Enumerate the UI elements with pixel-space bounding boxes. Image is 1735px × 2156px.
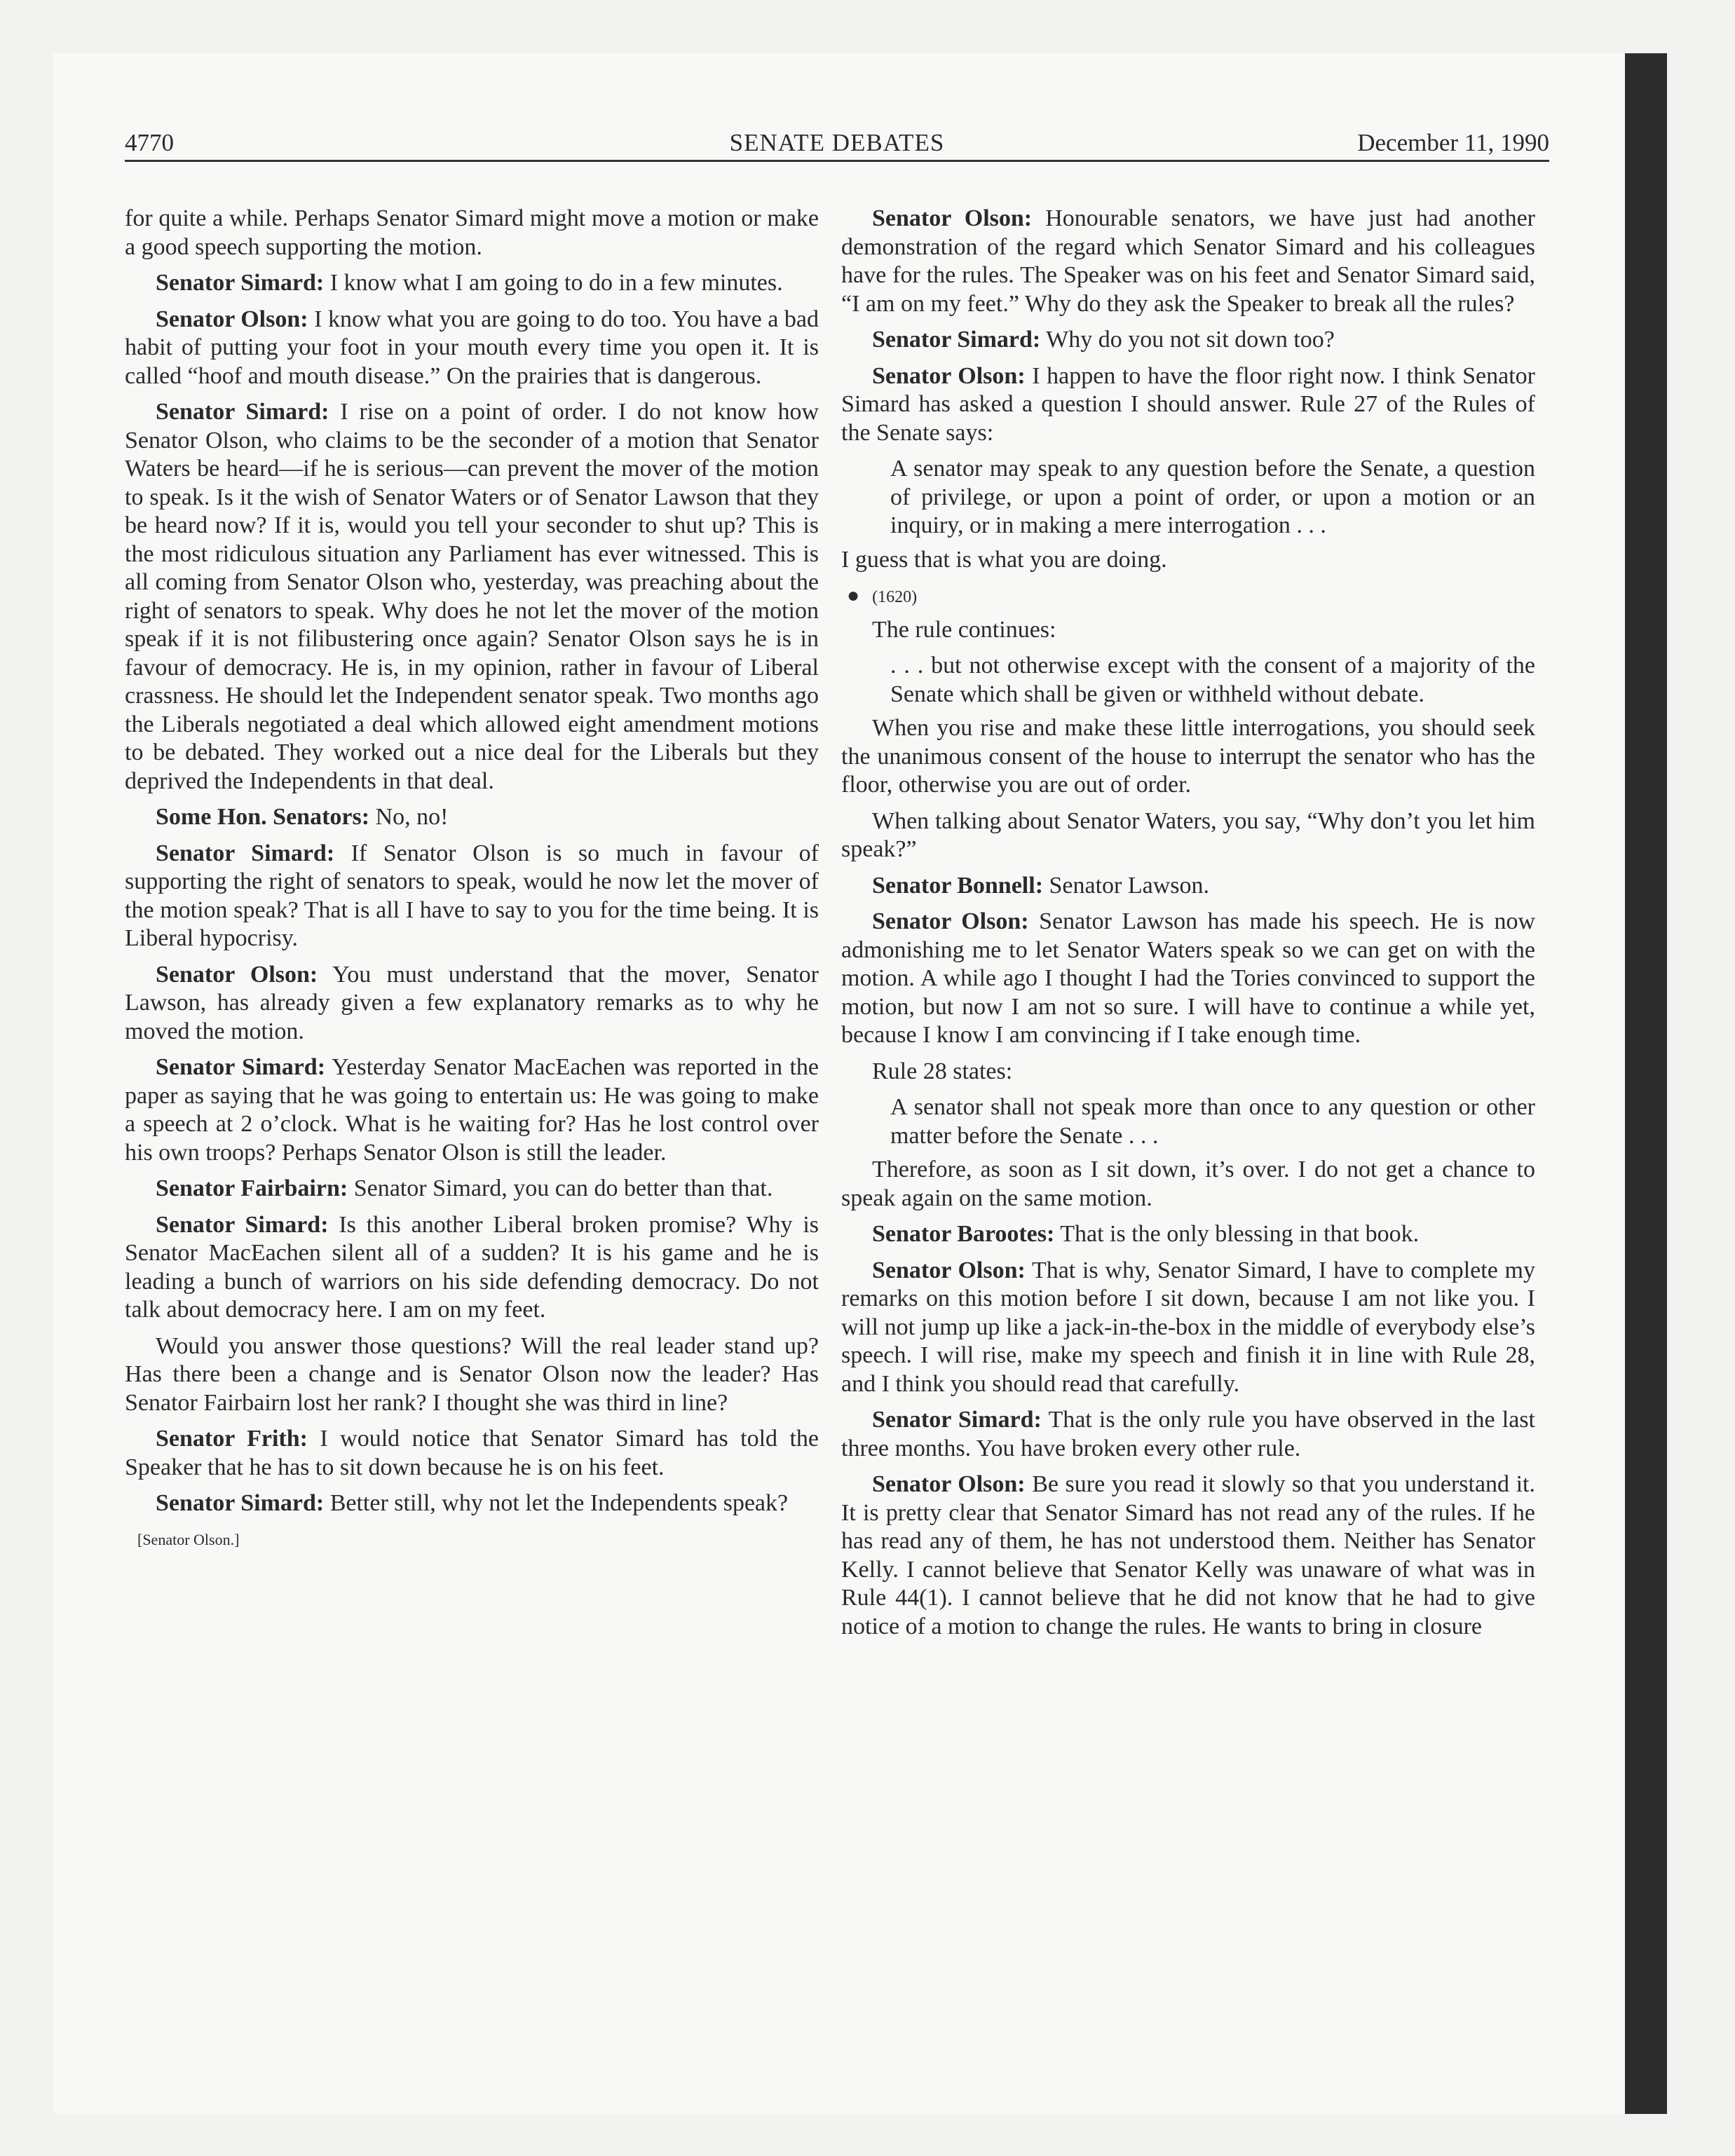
speech-paragraph (841, 1220, 1535, 1249)
left-column (125, 205, 819, 1562)
speaker-name: Senator Olson: (156, 306, 308, 332)
speech-paragraph (841, 908, 1535, 1050)
speaker-name: Senator Olson: (156, 961, 318, 988)
speaker-name: Senator Olson: (872, 1257, 1026, 1283)
speech-paragraph (841, 362, 1535, 448)
speech-paragraph (125, 1175, 819, 1203)
speech-paragraph (841, 1257, 1535, 1399)
speech-paragraph (125, 205, 819, 261)
speech-text: You must understand that the mover, Senator Lawson, has already given a few explanatory remarks as to why he moved the motion. (125, 961, 819, 1044)
speech-text: When talking about Senator Waters, you say, “Why don’t you let him speak?” (841, 807, 1535, 862)
speech-text: Senator Simard, you can do better than that. (353, 1175, 773, 1201)
speech-text: Honourable senators, we have just had another demonstration of the regard which Senator Simard and his colleagues have for the rules. The Speaker was on his feet and Senator Simard said, “I am on my feet.” Why do they ask the Speaker to break all the rules? (841, 205, 1535, 317)
speech-text: I happen to have the floor right now. I think Senator Simard has asked a question I should answer. Rule 27 of the Rules of the Senate says: (841, 362, 1535, 446)
time-marker (841, 582, 1535, 612)
scan-edge-bar (1625, 53, 1667, 2114)
speaker-name: Senator Olson: (872, 205, 1033, 231)
speaker-name: Senator Simard: (872, 327, 1041, 353)
speaker-name: Senator Simard: (156, 1490, 325, 1516)
right-block-2 (841, 714, 1535, 1086)
speaker-name: Some Hon. Senators: (156, 804, 370, 830)
speech-text: That is the only rule you have observed in the last three months. You have broken every other rule. (841, 1407, 1535, 1461)
speech-paragraph (125, 1053, 819, 1167)
speaker-name: Senator Simard: (156, 1211, 329, 1238)
right-column (841, 205, 1535, 1649)
speech-paragraph (841, 807, 1535, 864)
speech-paragraph (125, 398, 819, 796)
speaker-name: Senator Fairbairn: (156, 1175, 348, 1201)
speech-text: for quite a while. Perhaps Senator Simard might move a motion or make a good speech supporting the motion. (125, 205, 819, 260)
speech-text: Therefore, as soon as I sit down, it’s over. I do not get a chance to speak again on the same motion. (841, 1157, 1535, 1211)
rule-continues-line: The rule continues: (872, 616, 1056, 643)
speech-text: I know what you are going to do too. You have a bad habit of putting your foot in your mouth every time you open it. It is called “hoof and mouth disease.” On the prairies that is dangerous. (125, 306, 819, 389)
speaker-name: Senator Olson: (872, 908, 1029, 934)
speaker-name: Senator Simard: (156, 840, 335, 866)
speech-paragraph (841, 205, 1535, 318)
rule-27-continuation-quote: . . . but not otherwise except with the consent of a majority of the Senate which shall be given or withheld without debate. (890, 653, 1535, 707)
speaker-name: Senator Simard: (156, 270, 325, 296)
speech-text: Better still, why not let the Independents speak? (329, 1490, 789, 1516)
speaker-credit: [Senator Olson.] (137, 1530, 240, 1548)
speech-text: I would notice that Senator Simard has told the Speaker that he has to sit down because he is on his feet. (125, 1426, 819, 1480)
speech-text: Would you answer those questions? Will the real leader stand up? Has there been a change and is Senator Olson now the leader? Has Senator Fairbairn lost her rank? I thought she was third in line? (125, 1332, 819, 1416)
speech-text: If Senator Olson is so much in favour of supporting the right of senators to speak, would he now let the mover of the motion speak? That is all I have to say to you for the time being. It is Liberal hypocrisy. (125, 840, 819, 951)
speech-paragraph (841, 872, 1535, 901)
speech-text: Senator Lawson has made his speech. He is now admonishing me to let Senator Waters speak so we can get on with the motion. A while ago I thought I had the Tories convinced to support the motion, but now I am not so sure. I will have to continue a while yet, because I know I am convincing if I take enough time. (841, 908, 1535, 1048)
speech-text: Is this another Liberal broken promise? Why is Senator MacEachen silent all of a sudden? It is his game and he is leading a bunch of warriors on his side defending democracy. Do not talk about democracy here. I am on my feet. (125, 1211, 819, 1323)
remark-line: I guess that is what you are doing. (841, 546, 1167, 573)
speaker-name: Senator Bonnell: (872, 872, 1044, 899)
speaker-name: Senator Olson: (872, 362, 1026, 389)
speech-paragraph (125, 1489, 819, 1518)
speaker-name: Senator Barootes: (872, 1221, 1055, 1247)
time-marker-text: (1620) (872, 588, 918, 606)
speech-paragraph (841, 1058, 1535, 1086)
speech-text: I rise on a point of order. I do not know how Senator Olson, who claims to be the seconder of a motion that Senator Waters be heard—if he is serious—can prevent the mover of the motion to speak. Is it the wish of Senator Waters or of Senator Lawson that they be heard now? If it is, would you tell your seconder to shut up? This is the most ridiculous situation any Parliament has ever witnessed. This is all coming from Senator Olson who, yesterday, was preaching about the right of senators to speak. Why does he not let the mover of the motion speak if it is not filibustering once again? Senator Olson says he is in favour of democracy. He is, in my opinion, rather in favour of Liberal crassness. He should let the Independent senator speak. Two months ago the Liberals negotiated a deal which allowed eight amendment motions to be debated. They worked out a nice deal for the Liberals but they deprived the Independents in that deal. (125, 399, 819, 794)
speaker-name: Senator Frith: (156, 1426, 308, 1452)
speech-paragraph (841, 1471, 1535, 1641)
speech-text: Yesterday Senator MacEachen was reported in the paper as saying that he was going to entertain us: He was going to make a speech at 2 o’clock. What is he waiting for? Has he lost control over his own troops? Perhaps Senator Olson is still the leader. (125, 1054, 819, 1166)
speech-paragraph (125, 1211, 819, 1325)
speech-paragraph (125, 961, 819, 1046)
publication-title: SENATE DEBATES (729, 129, 945, 156)
speech-text: No, no! (375, 804, 449, 830)
speaker-name: Senator Simard: (156, 399, 329, 425)
speech-paragraph (841, 1406, 1535, 1463)
speech-text: That is the only blessing in that book. (1060, 1221, 1420, 1247)
page-date: December 11, 1990 (1357, 129, 1549, 156)
speech-paragraph (125, 1425, 819, 1482)
speaker-name: Senator Simard: (872, 1407, 1042, 1433)
right-block-3 (841, 1156, 1535, 1641)
speech-text: Why do you not sit down too? (1046, 327, 1335, 353)
page-number: 4770 (125, 129, 174, 156)
speech-text: When you rise and make these little interrogations, you should seek the unanimous consent of the house to interrupt the senator who has the floor, otherwise you are out of order. (841, 715, 1535, 798)
speech-text: I know what I am going to do in a few minutes. (329, 270, 783, 296)
right-block-1 (841, 205, 1535, 447)
speech-text: That is why, Senator Simard, I have to complete my remarks on this motion before I sit down, because I am not like you. I will not jump up like a jack-in-the-box in the middle of everybody else’s speech. I will rise, make my speech and finish it in line with Rule 28, and I think you should read that carefully. (841, 1257, 1535, 1397)
speech-paragraph (841, 326, 1535, 355)
speech-text: Rule 28 states: (872, 1058, 1013, 1084)
speech-paragraph (125, 803, 819, 832)
speaker-name: Senator Olson: (872, 1471, 1026, 1497)
speaker-name: Senator Simard: (156, 1054, 326, 1080)
page-header (125, 125, 1549, 161)
left-paragraphs (125, 205, 819, 1518)
speech-paragraph (125, 840, 819, 953)
speech-paragraph (125, 306, 819, 391)
speech-paragraph (125, 269, 819, 298)
header-rule (125, 160, 1549, 162)
rule-28-quote: A senator shall not speak more than once to any question or other matter before the Senate . . . (890, 1094, 1535, 1149)
speech-paragraph (841, 1156, 1535, 1213)
speech-text: Be sure you read it slowly so that you understand it. It is pretty clear that Senator Simard has not read any of the rules. If he has read any of them, he has not understood them. Neither has Senator Kelly. I cannot believe that Senator Kelly was unaware of what was in Rule 44(1). I cannot believe that he did not know that he had to give notice of a motion to change the rules. He wants to bring in closure (841, 1471, 1535, 1639)
rule-27-quote: A senator may speak to any question before the Senate, a question of privilege, or upon a point of order, or upon a motion or an inquiry, or in making a mere interrogation . . . (890, 456, 1535, 538)
speech-paragraph (841, 714, 1535, 800)
speech-text: Senator Lawson. (1049, 872, 1210, 899)
bullet-icon: ● (847, 584, 860, 607)
speech-paragraph (125, 1332, 819, 1418)
